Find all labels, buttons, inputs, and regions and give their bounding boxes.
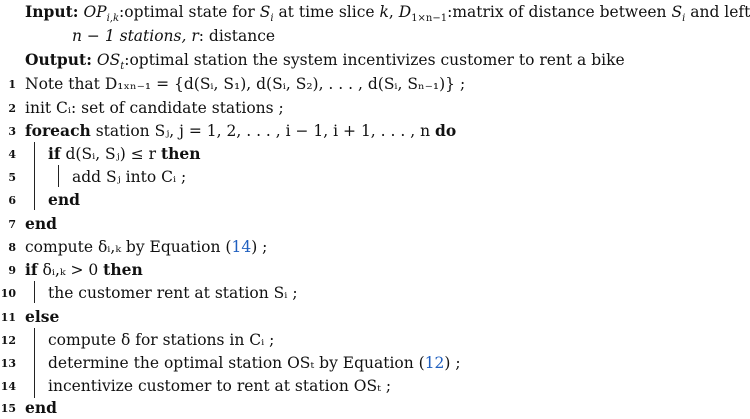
keyword: then [103, 260, 143, 279]
line-text [25, 214, 57, 234]
equation-link[interactable]: 14 [231, 238, 252, 256]
statement-tail: ) ; [444, 354, 461, 372]
block-indent-bar [34, 281, 35, 303]
line-number: 8 [8, 241, 16, 254]
line-text [48, 144, 201, 164]
keyword: else [25, 307, 60, 326]
line-number: 10 [0, 287, 16, 300]
line-number: 6 [8, 194, 16, 207]
line-number: 2 [8, 102, 16, 115]
block-indent-bar [58, 165, 59, 187]
keyword: do [435, 121, 457, 140]
line-text [48, 190, 80, 210]
line-number: 15 [0, 402, 16, 415]
statement: δᵢ,ₖ > 0 [37, 261, 104, 279]
line-text [25, 398, 57, 418]
keyword: foreach [25, 121, 91, 140]
keyword: if [48, 144, 61, 163]
statement: Note that D₁ₓₙ₋₁ = {d(Sᵢ, S₁), d(Sᵢ, S₂), . . . , d(Sᵢ, Sₙ₋₁)} ; [25, 75, 466, 93]
statement: incentivize customer to rent at station OSₜ ; [48, 377, 392, 395]
line-text [48, 330, 274, 350]
input-label: Input: [25, 2, 79, 21]
line-text [72, 167, 186, 187]
statement: add Sⱼ into Cᵢ ; [72, 168, 187, 186]
statement: init Cᵢ: set of candidate stations ; [25, 99, 284, 117]
keyword: end [48, 190, 80, 209]
keyword: if [25, 260, 38, 279]
block-indent-bar [34, 328, 35, 398]
line-number: 9 [8, 264, 16, 277]
line-number: 1 [8, 78, 16, 91]
line-number: 13 [0, 357, 16, 370]
line-text [25, 237, 267, 257]
keyword: then [161, 144, 201, 163]
line-text [25, 260, 143, 280]
line-text [48, 283, 298, 303]
line-number: 5 [8, 171, 16, 184]
input-line-2: n − 1 stations, r: distance [72, 27, 276, 45]
output-label: Output: [25, 50, 92, 69]
line-number: 4 [8, 148, 16, 161]
statement: compute δᵢ,ₖ by Equation ( [25, 238, 232, 256]
line-text [25, 307, 59, 327]
input-line: Input: $OP_{i,k}:optimal$ state for $S_i$ at time slice k, $D_{1\times n-1}:matrix$ of distance between $S_i$ and left [25, 2, 750, 25]
statement: the customer rent at station Sᵢ ; [48, 284, 298, 302]
statement: determine the optimal station OSₜ by Equation ( [48, 354, 425, 372]
line-number: 3 [8, 125, 16, 138]
block-indent-bar [34, 142, 35, 210]
statement: station Sⱼ, j = 1, 2, . . . , i − 1, i + 1, . . . , n [90, 122, 435, 140]
line-number: 14 [0, 380, 16, 393]
statement-tail: ) ; [251, 238, 268, 256]
line-number: 12 [0, 334, 16, 347]
statement: compute δ for stations in Cᵢ ; [48, 331, 275, 349]
line-text [48, 353, 461, 373]
output-line: Output: $OS_t:optimal$ station the system incentivizes customer to rent a bike [25, 50, 625, 73]
line-text [25, 121, 456, 141]
keyword: end [25, 214, 57, 233]
line-number: 11 [0, 311, 16, 324]
line-number: 7 [8, 218, 16, 231]
line-text [48, 376, 391, 396]
statement: d(Sᵢ, Sⱼ) ≤ r [60, 145, 161, 163]
equation-link[interactable]: 12 [424, 354, 445, 372]
line-text [25, 98, 284, 118]
line-text [25, 74, 465, 94]
keyword: end [25, 398, 57, 417]
